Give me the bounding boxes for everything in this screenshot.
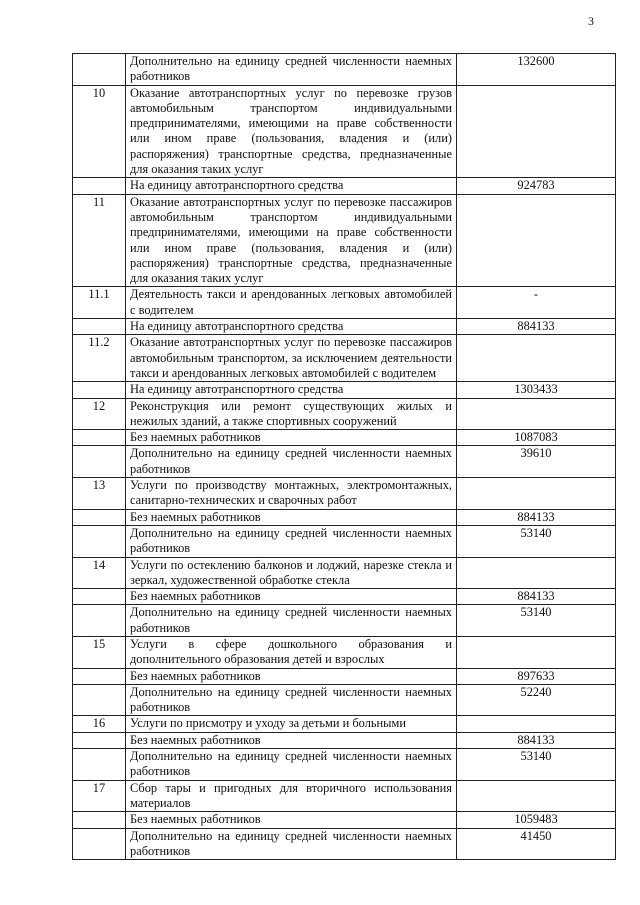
row-number: 12 bbox=[73, 398, 126, 430]
table-row bbox=[73, 589, 616, 605]
row-description: Реконструкция или ремонт существующих жилых и нежилых зданий, а также спортивных сооружений bbox=[126, 398, 457, 430]
row-description: Без наемных работников bbox=[126, 668, 457, 684]
row-description: Услуги по присмотру и уходу за детьми и больными bbox=[126, 716, 457, 732]
row-value: 884133 bbox=[457, 509, 616, 525]
row-value bbox=[457, 85, 616, 178]
table-row bbox=[73, 287, 616, 319]
table-row bbox=[73, 478, 616, 510]
row-value: 53140 bbox=[457, 605, 616, 637]
row-value: 924783 bbox=[457, 178, 616, 194]
row-value bbox=[457, 478, 616, 510]
row-description: Дополнительно на единицу средней численности наемных работников bbox=[126, 749, 457, 781]
row-value: 53140 bbox=[457, 749, 616, 781]
table-row bbox=[73, 636, 616, 668]
row-value: 1303433 bbox=[457, 382, 616, 398]
table-row bbox=[73, 732, 616, 748]
row-value: 884133 bbox=[457, 589, 616, 605]
table-row bbox=[73, 382, 616, 398]
row-number bbox=[73, 382, 126, 398]
row-number: 15 bbox=[73, 636, 126, 668]
row-description: На единицу автотранспортного средства bbox=[126, 319, 457, 335]
row-number bbox=[73, 446, 126, 478]
row-value: 884133 bbox=[457, 732, 616, 748]
row-number bbox=[73, 605, 126, 637]
row-value: - bbox=[457, 287, 616, 319]
row-description: Дополнительно на единицу средней численности наемных работников bbox=[126, 446, 457, 478]
row-value bbox=[457, 557, 616, 589]
row-value: 897633 bbox=[457, 668, 616, 684]
row-description: На единицу автотранспортного средства bbox=[126, 382, 457, 398]
table-row bbox=[73, 716, 616, 732]
row-description: Сбор тары и пригодных для вторичного использования материалов bbox=[126, 780, 457, 812]
row-description: Без наемных работников bbox=[126, 509, 457, 525]
row-number: 17 bbox=[73, 780, 126, 812]
row-description: Оказание автотранспортных услуг по перевозке грузов автомобильным транспортом индивидуальными предпринимателями, имеющими на праве собственности или ином праве (пользования, владения и (или) распоряжения) транспортные средства, предназначенные для оказания таких услуг bbox=[126, 85, 457, 178]
table-row bbox=[73, 749, 616, 781]
table-row bbox=[73, 684, 616, 716]
row-description: Без наемных работников bbox=[126, 812, 457, 828]
table-row bbox=[73, 525, 616, 557]
row-number: 11.2 bbox=[73, 335, 126, 382]
row-number bbox=[73, 525, 126, 557]
row-number: 10 bbox=[73, 85, 126, 178]
table-body bbox=[73, 54, 616, 860]
row-value: 39610 bbox=[457, 446, 616, 478]
row-value: 1087083 bbox=[457, 430, 616, 446]
row-value: 41450 bbox=[457, 828, 616, 860]
table-row bbox=[73, 85, 616, 178]
table-row bbox=[73, 812, 616, 828]
row-number bbox=[73, 812, 126, 828]
row-description: Дополнительно на единицу средней численности наемных работников bbox=[126, 525, 457, 557]
row-number: 14 bbox=[73, 557, 126, 589]
row-description: Без наемных работников bbox=[126, 732, 457, 748]
table-row bbox=[73, 446, 616, 478]
table-row bbox=[73, 194, 616, 287]
tax-rates-table bbox=[72, 53, 616, 860]
row-number bbox=[73, 684, 126, 716]
row-description: Деятельность такси и арендованных легковых автомобилей с водителем bbox=[126, 287, 457, 319]
row-value bbox=[457, 716, 616, 732]
table-row bbox=[73, 430, 616, 446]
table-row bbox=[73, 780, 616, 812]
row-value: 884133 bbox=[457, 319, 616, 335]
table-row bbox=[73, 178, 616, 194]
row-value bbox=[457, 194, 616, 287]
row-value bbox=[457, 780, 616, 812]
table-row bbox=[73, 605, 616, 637]
row-number bbox=[73, 509, 126, 525]
table-row bbox=[73, 509, 616, 525]
row-value bbox=[457, 398, 616, 430]
row-number bbox=[73, 589, 126, 605]
row-description: Услуги в сфере дошкольного образования и дополнительного образования детей и взрослых bbox=[126, 636, 457, 668]
row-value: 53140 bbox=[457, 525, 616, 557]
table-row bbox=[73, 319, 616, 335]
row-description: Без наемных работников bbox=[126, 430, 457, 446]
row-value bbox=[457, 636, 616, 668]
table-row bbox=[73, 398, 616, 430]
row-number: 16 bbox=[73, 716, 126, 732]
row-description: Дополнительно на единицу средней численности наемных работников bbox=[126, 54, 457, 86]
row-value: 132600 bbox=[457, 54, 616, 86]
table-row bbox=[73, 54, 616, 86]
table-row bbox=[73, 557, 616, 589]
row-description: Услуги по производству монтажных, электромонтажных, санитарно-технических и сварочных работ bbox=[126, 478, 457, 510]
row-number bbox=[73, 828, 126, 860]
row-number bbox=[73, 732, 126, 748]
table-row bbox=[73, 668, 616, 684]
page-number: 3 bbox=[588, 14, 594, 28]
row-description: Оказание автотранспортных услуг по перевозке пассажиров автомобильным транспортом индивидуальными предпринимателями, имеющими на праве собственности или ином праве (пользования, владения и (или) распоряжения) транспортные средства, предназначенные для оказания таких услуг bbox=[126, 194, 457, 287]
row-description: Оказание автотранспортных услуг по перевозке пассажиров автомобильным транспортом, за исключением деятельности такси и арендованных легковых автомобилей с водителем bbox=[126, 335, 457, 382]
row-value: 1059483 bbox=[457, 812, 616, 828]
row-number: 11.1 bbox=[73, 287, 126, 319]
row-number bbox=[73, 430, 126, 446]
row-description: На единицу автотранспортного средства bbox=[126, 178, 457, 194]
row-value bbox=[457, 335, 616, 382]
table-row bbox=[73, 828, 616, 860]
row-number: 13 bbox=[73, 478, 126, 510]
row-number bbox=[73, 668, 126, 684]
row-number: 11 bbox=[73, 194, 126, 287]
row-description: Дополнительно на единицу средней численности наемных работников bbox=[126, 828, 457, 860]
row-number bbox=[73, 749, 126, 781]
row-number bbox=[73, 319, 126, 335]
row-value: 52240 bbox=[457, 684, 616, 716]
table-row bbox=[73, 335, 616, 382]
row-description: Без наемных работников bbox=[126, 589, 457, 605]
row-description: Дополнительно на единицу средней численности наемных работников bbox=[126, 684, 457, 716]
row-number bbox=[73, 178, 126, 194]
row-description: Услуги по остеклению балконов и лоджий, нарезке стекла и зеркал, художественной обработке стекла bbox=[126, 557, 457, 589]
row-description: Дополнительно на единицу средней численности наемных работников bbox=[126, 605, 457, 637]
row-number bbox=[73, 54, 126, 86]
